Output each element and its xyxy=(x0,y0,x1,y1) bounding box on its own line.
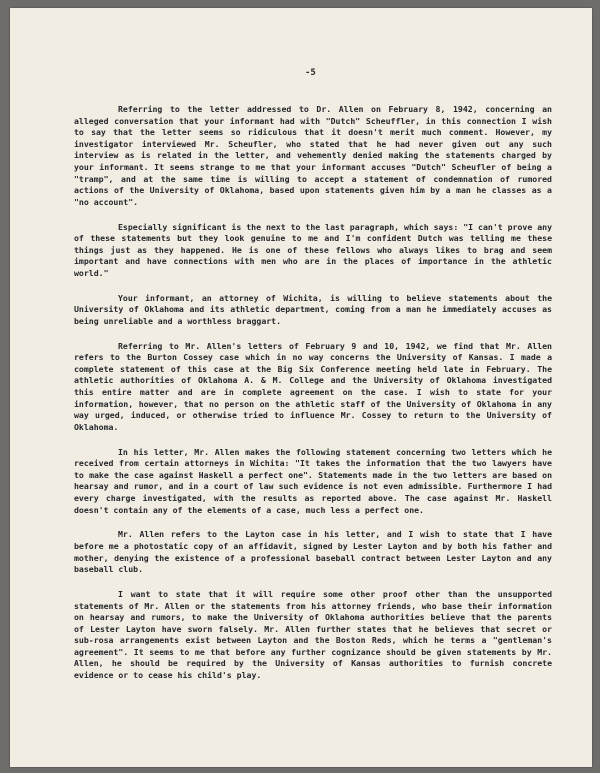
paragraph-2: Especially significant is the next to the last paragraph, which says: "I can't prove any of these statements but they look genuine to me and I'm confident Dutch was telling me these things just as they happened. He is one of these fellows who always likes to brag and seem important and have connections with men who are in the places of importance in the athletic world." xyxy=(74,221,552,278)
paragraph-1: Referring to the letter addressed to Dr. Allen on February 8, 1942, concerning an alleged conversation that your informant had with "Dutch" Scheuffler, in this connection I wish to say that the letter seems so ridiculous that it doesn't merit much comment. However, my investigator interviewed Mr. Scheufler, who stated that he had never given out any such interview as is related in the letter, and vehemently denied making the statements charged by your informant. It seems strange to me that your informant accuses "Dutch" Scheufler of being a "tramp", and at the same time is willing to accept a statement of condemnation of rumored actions of the University of Oklahoma, based upon statements given him by a man he classes as a "no account". xyxy=(74,104,552,207)
paragraph-4: Referring to Mr. Allen's letters of February 9 and 10, 1942, we find that Mr. Allen refers to the Burton Cossey case which in no way concerns the University of Kansas. I made a complete statement of this case at the Big Six Conference meeting held late in February. The athletic authorities of Oklahoma A. & M. College and the University of Oklahoma investigated this entire matter and are in complete agreement on the case. I wish to state for your information, however, that no person on the athletic staff of the University of Oklahoma in any way urged, induced, or otherwise tried to influence Mr. Cossey to return to the University of Oklahoma. xyxy=(74,340,552,432)
document-page xyxy=(10,8,592,767)
paragraph-3: Your informant, an attorney of Wichita, is willing to believe statements about the University of Oklahoma and its athletic department, coming from a man he immediately accuses as being unreliable and a worthless braggart. xyxy=(74,292,552,326)
paragraph-6: Mr. Allen refers to the Layton case in his letter, and I wish to state that I have before me a photostatic copy of an affidavit, signed by Lester Layton and by both his father and mother, denying the existence of a professional baseball contract between Lester Layton and any baseball club. xyxy=(74,529,552,575)
paragraph-5: In his letter, Mr. Allen makes the following statement concerning two letters which he received from certain attorneys in Wichita: "It takes the information that the two lawyers have to make the case against Haskell a perfect one". Statements made in the two letters are based on hearsay and rumor, and in a court of law such evidence is not even admissible. Furthermore I had every charge investigated, with the results as reported above. The case against Mr. Haskell doesn't contain any of the elements of a case, much less a perfect one. xyxy=(74,446,552,515)
paragraph-7: I want to state that it will require some other proof other than the unsupported statements of Mr. Allen or the statements from his attorney friends, who base their information on hearsay and rumors, to make the University of Oklahoma authorities believe that the parents of Lester Layton have sworn falsely. Mr. Allen further states that he believes that secret or sub-rosa arrangements exist between Layton and the Boston Reds, which he terms a "gentleman's agreement". It seems to me that before any further cognizance should be given statements by Mr. Allen, he should be required by the University of Kansas authorities to furnish concrete evidence or to cease his child's play. xyxy=(74,588,552,681)
letter-body xyxy=(74,104,552,682)
page-number: -5 xyxy=(305,68,316,78)
